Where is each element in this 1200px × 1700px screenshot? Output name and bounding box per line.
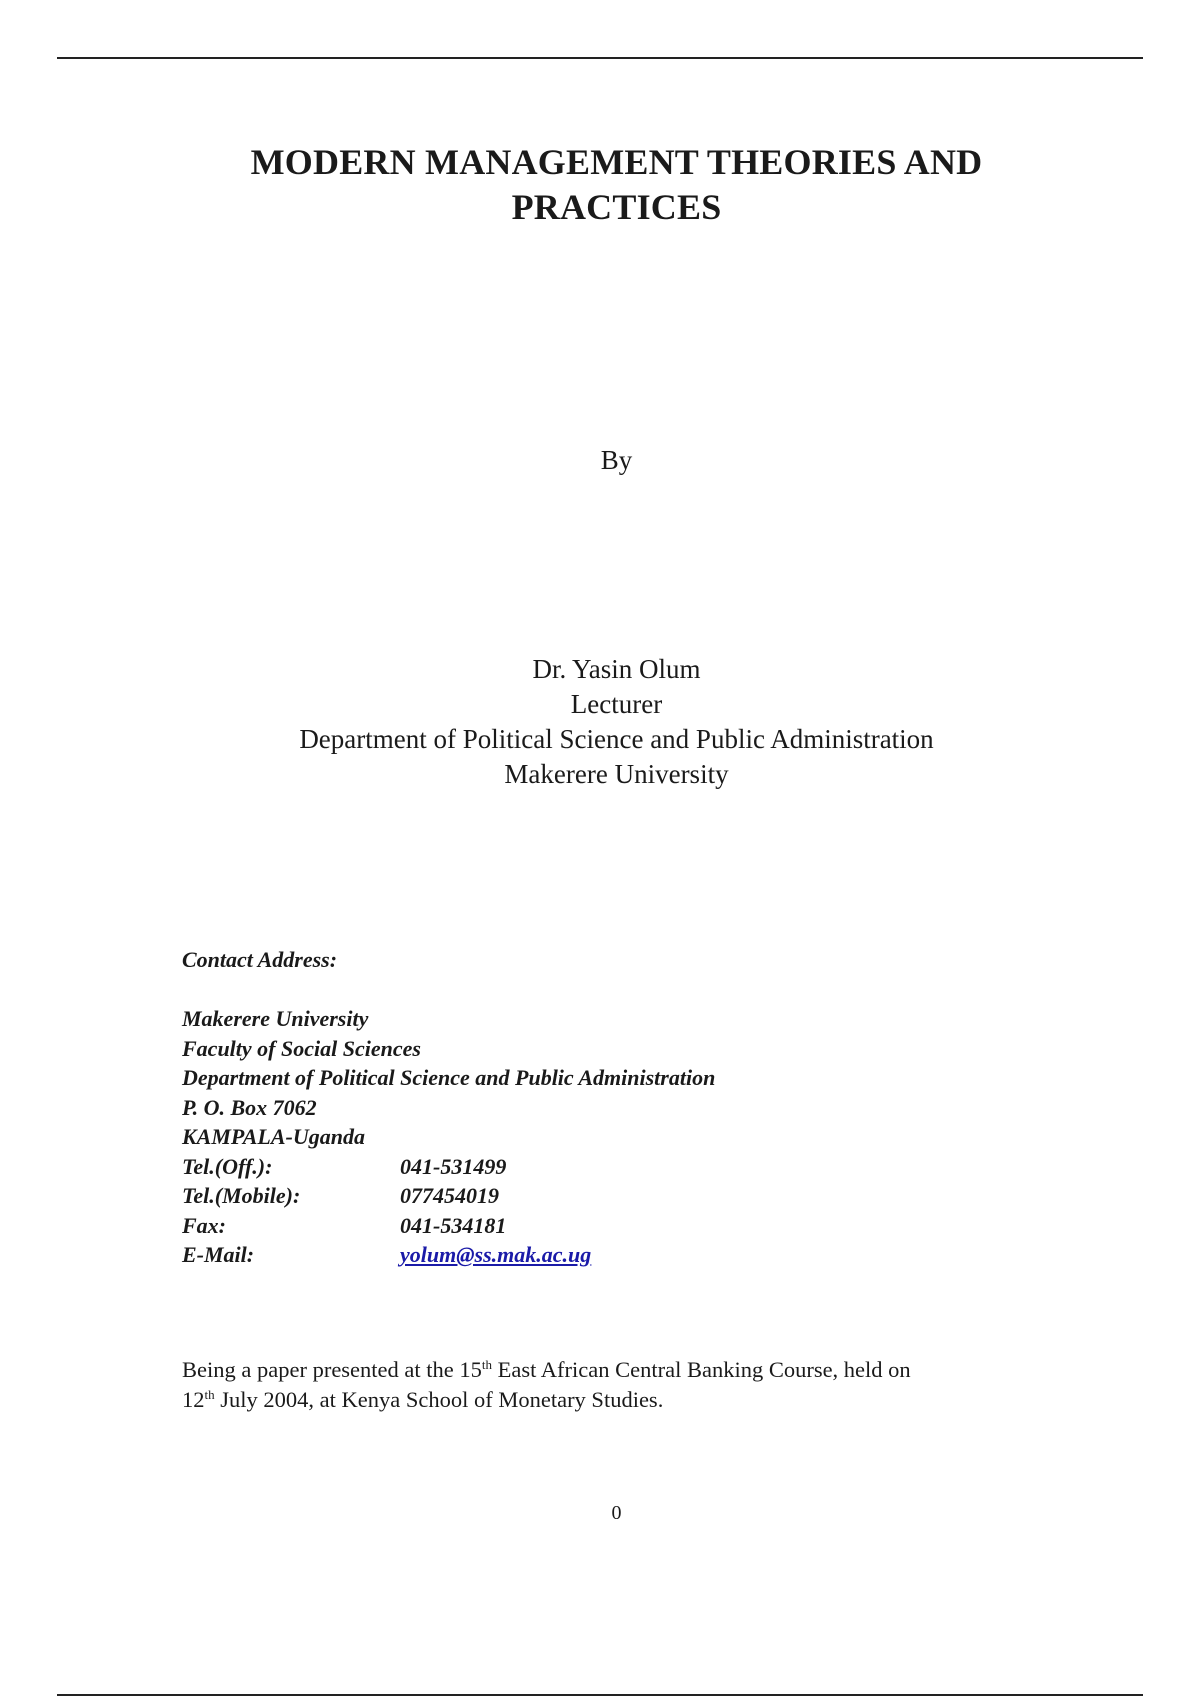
top-rule <box>57 57 1143 59</box>
address-line: Faculty of Social Sciences <box>182 1035 421 1061</box>
author-department: Department of Political Science and Public Administration <box>299 724 934 754</box>
contact-row-tel-mobile <box>182 1181 1082 1211</box>
contact-row-tel-office <box>182 1152 1082 1182</box>
contact-value: 041-534181 <box>400 1212 507 1238</box>
contact-value: 077454019 <box>400 1183 499 1208</box>
contact-label: E-Mail: <box>182 1242 255 1267</box>
email-link[interactable]: yolum@ss.mak.ac.ug <box>400 1242 592 1267</box>
address-line: Makerere University <box>182 1006 369 1031</box>
address-line: Department of Political Science and Public Administration <box>182 1065 716 1090</box>
title-line-1: MODERN MANAGEMENT THEORIES AND <box>250 142 983 182</box>
author-position: Lecturer <box>570 689 663 719</box>
contact-row-email <box>182 1240 1082 1270</box>
contact-value: 041-531499 <box>400 1153 507 1179</box>
contact-address <box>182 945 1082 1270</box>
contact-heading: Contact Address: <box>182 947 338 972</box>
page-number: 0 <box>611 1502 622 1524</box>
author-block <box>100 652 1133 792</box>
title-line-2: PRACTICES <box>511 187 722 227</box>
presented-superscript: th <box>481 1357 493 1372</box>
contact-row-fax <box>182 1211 1082 1241</box>
presented-text: East African Central Banking Course, held on <box>492 1357 911 1382</box>
presented-text: 12 <box>182 1387 205 1412</box>
presented-text: Being a paper presented at the 15 <box>182 1357 482 1382</box>
contact-value <box>400 1240 591 1270</box>
bottom-rule <box>57 1694 1143 1696</box>
document-title <box>100 140 1133 230</box>
contact-label: Tel.(Off.): <box>182 1153 273 1179</box>
presented-text: July 2004, at Kenya School of Monetary Studies. <box>214 1387 664 1412</box>
address-line: KAMPALA-Uganda <box>182 1124 365 1149</box>
author-university: Makerere University <box>504 759 729 789</box>
by-label: By <box>600 445 633 475</box>
contact-label: Fax: <box>182 1212 226 1238</box>
author-name: Dr. Yasin Olum <box>532 654 701 684</box>
presented-superscript: th <box>204 1387 215 1402</box>
presentation-note <box>182 1355 1082 1415</box>
contact-label: Tel.(Mobile): <box>182 1183 301 1208</box>
address-line: P. O. Box 7062 <box>182 1094 317 1120</box>
